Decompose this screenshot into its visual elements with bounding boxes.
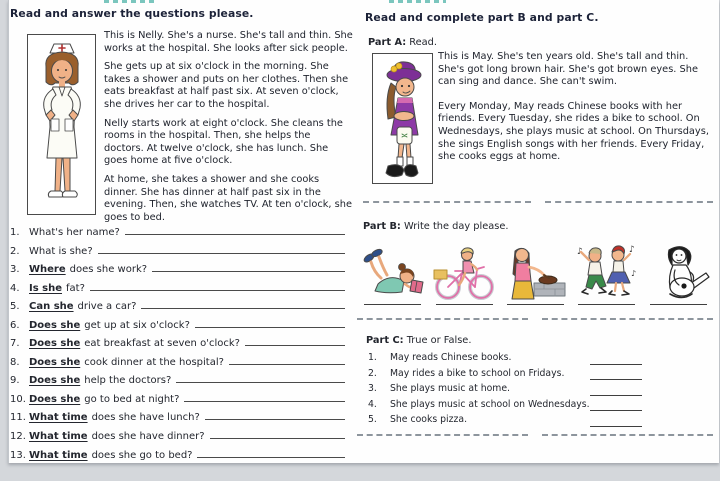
question-row (10, 357, 349, 376)
svg-text:♪: ♪ (628, 245, 635, 255)
question-number: 12. (10, 431, 26, 443)
woman-cooking-icon (503, 242, 569, 302)
true-false-blank-line (590, 410, 642, 411)
part-c-label (366, 335, 471, 346)
question-text: What is she? (29, 245, 93, 257)
question-row (10, 431, 349, 450)
answer-blank-line (184, 399, 345, 402)
separator-after-part-b (357, 318, 713, 321)
question-text: go to bed at night? (84, 393, 180, 405)
question-row (10, 375, 349, 394)
question-row (10, 301, 349, 320)
question-text: cook dinner at the hospital? (84, 356, 224, 368)
right-section-header: Read and complete part B and part C. (365, 11, 599, 24)
part-c-instruction: True or False. (406, 335, 472, 346)
question-row (10, 450, 349, 469)
part-b-label-bold: Part B: (363, 221, 401, 232)
passage-paragraph: Nelly starts work at eight o'clock. She cleans the rooms in the hospital. Then, she helps the doctors. At twelve o'clock, she has lunch. She goes home at five o'clock. (104, 117, 343, 167)
partb-picture-girl-riding-bike (428, 236, 499, 302)
true-false-blank-line (590, 379, 642, 380)
question-row (10, 246, 349, 265)
question-number: 1. (10, 227, 20, 238)
question-number: 8. (10, 356, 20, 368)
part-a-label (368, 37, 437, 48)
question-text: help the doctors? (84, 375, 172, 387)
question-keyword: What time (29, 449, 88, 461)
partb-picture-person-playing-guitar (643, 236, 714, 302)
answer-blank-line (195, 325, 345, 328)
question-keyword: Does she (29, 375, 81, 387)
question-text: get up at six o'clock? (84, 319, 190, 331)
partb-blank-3 (500, 303, 571, 305)
cropped-text-remnant-left (104, 0, 156, 3)
partb-picture-kids-singing-dancing (571, 236, 642, 302)
answer-blank-line (141, 306, 345, 309)
question-keyword: Does she (29, 319, 81, 331)
partb-blank-4 (571, 303, 642, 305)
nurse-illustration-icon (29, 36, 94, 213)
part-a-label-bold: Part A: (368, 37, 407, 48)
part-c-label-bold: Part C: (366, 335, 404, 346)
true-false-blank-line (590, 426, 642, 427)
question-number: 13. (10, 449, 26, 461)
question-row (10, 264, 349, 283)
answer-blank-line (229, 362, 345, 365)
cropped-text-remnant-right (389, 0, 446, 3)
answer-blank-line (205, 417, 345, 420)
true-false-blank-line (590, 364, 642, 365)
question-text: does she have dinner? (91, 431, 205, 443)
question-keyword: Does she (29, 393, 81, 405)
svg-text:♪: ♪ (576, 247, 583, 257)
answer-blank-line (176, 380, 345, 383)
girl-may-illustration-icon (374, 55, 431, 182)
part-b-label (363, 221, 509, 232)
separator-after-part-c (357, 434, 713, 437)
question-row (10, 394, 349, 413)
question-text: does she work? (69, 264, 148, 276)
answer-blank-line (210, 436, 345, 439)
part-b-answer-blanks (357, 303, 714, 305)
question-text: does she go to bed? (91, 449, 193, 461)
question-number: 6. (10, 319, 20, 331)
part-a-paragraph: This is May. She's ten years old. She's tall and thin. She's got long brown hair. She's got brown eyes. She can sing and dance. She can't swim. (438, 51, 698, 88)
partb-blank-5 (643, 303, 714, 305)
part-a-text (438, 51, 716, 176)
question-keyword: Is she (29, 282, 63, 294)
partb-blank-2 (428, 303, 499, 305)
true-false-row (368, 352, 708, 368)
question-text: drive a car? (77, 301, 137, 313)
question-keyword: Where (29, 264, 66, 276)
questions-list (10, 227, 349, 468)
nurse-image-box (27, 34, 96, 215)
question-keyword: Does she (29, 338, 81, 350)
part-a-paragraph: Every Monday, May reads Chinese books with her friends. Every Tuesday, she rides a bike to school. On Wednesdays, she plays music at school. On Thursdays, she sings English songs with her friends. Every Friday, she cooks eggs at home. (438, 100, 709, 163)
part-b-pictures-row (357, 236, 714, 302)
statement-number: 4. (368, 398, 377, 410)
partb-picture-woman-cooking (500, 236, 571, 302)
question-text: What's her name? (29, 227, 120, 238)
kids-singing-dancing-icon (574, 242, 640, 302)
answer-blank-line (98, 251, 345, 254)
separator-after-part-a (363, 201, 713, 204)
statement-text: She plays music at school on Wednesdays. (390, 398, 590, 410)
question-row (10, 412, 349, 431)
question-number: 2. (10, 245, 20, 257)
statement-text: May reads Chinese books. (390, 352, 512, 363)
partb-picture-girl-reading-book (357, 236, 428, 302)
part-c-list (368, 352, 708, 430)
question-number: 7. (10, 338, 20, 350)
statement-number: 3. (368, 383, 377, 395)
part-a-instruction: Read. (409, 37, 437, 48)
question-keyword: What time (29, 431, 88, 443)
statement-number: 2. (368, 367, 377, 379)
question-text: fat? (66, 282, 85, 294)
answer-blank-line (152, 269, 345, 272)
statement-text: May rides a bike to school on Fridays. (390, 367, 565, 379)
true-false-row (368, 399, 708, 415)
statement-text: She plays music at home. (390, 383, 511, 395)
answer-blank-line (125, 232, 345, 235)
passage-paragraph: She gets up at six o'clock in the morning. She takes a shower and puts on her clothes. Then she eats breakfast at half past six. At seven o'clock, she drives her car to the hospital. (104, 61, 349, 110)
question-row (10, 227, 349, 246)
may-image-box (372, 53, 433, 184)
question-text: does she have lunch? (91, 412, 200, 424)
passage-paragraph: This is Nelly. She's a nurse. She's tall and thin. She works at the hospital. She looks after sick people. (104, 30, 353, 54)
svg-text:♪: ♪ (630, 269, 637, 278)
answer-blank-line (197, 455, 345, 458)
statement-number: 1. (368, 352, 377, 363)
answer-blank-line (245, 343, 345, 346)
question-number: 10. (10, 393, 26, 405)
true-false-row (368, 368, 708, 384)
statement-number: 5. (368, 414, 377, 426)
answer-blank-line (90, 288, 345, 291)
question-row (10, 338, 349, 357)
person-playing-guitar-icon (645, 242, 711, 302)
question-keyword: Does she (29, 356, 81, 368)
question-keyword: What time (29, 412, 88, 424)
girl-reading-book-icon (360, 242, 426, 302)
question-keyword: Can she (29, 301, 74, 313)
true-false-blank-line (590, 395, 642, 396)
part-b-instruction: Write the day please. (403, 221, 509, 232)
question-row (10, 320, 349, 339)
question-number: 9. (10, 375, 20, 387)
girl-riding-bike-icon (431, 242, 497, 302)
question-text: eat breakfast at seven o'clock? (84, 338, 240, 350)
question-number: 3. (10, 264, 20, 276)
partb-blank-1 (357, 303, 428, 305)
true-false-row (368, 383, 708, 399)
passage-paragraph: At home, she takes a shower and she cooks dinner. She has dinner at half past six in the evening. Then, she watches TV. At ten o'clock, she goes to bed. (104, 173, 352, 223)
question-row (10, 283, 349, 302)
left-passage (104, 30, 353, 230)
left-section-header: Read and answer the questions please. (10, 7, 254, 20)
question-number: 5. (10, 301, 20, 313)
question-number: 11. (10, 412, 26, 424)
question-number: 4. (10, 282, 20, 294)
statement-text: She cooks pizza. (390, 414, 468, 426)
true-false-row (368, 414, 708, 430)
